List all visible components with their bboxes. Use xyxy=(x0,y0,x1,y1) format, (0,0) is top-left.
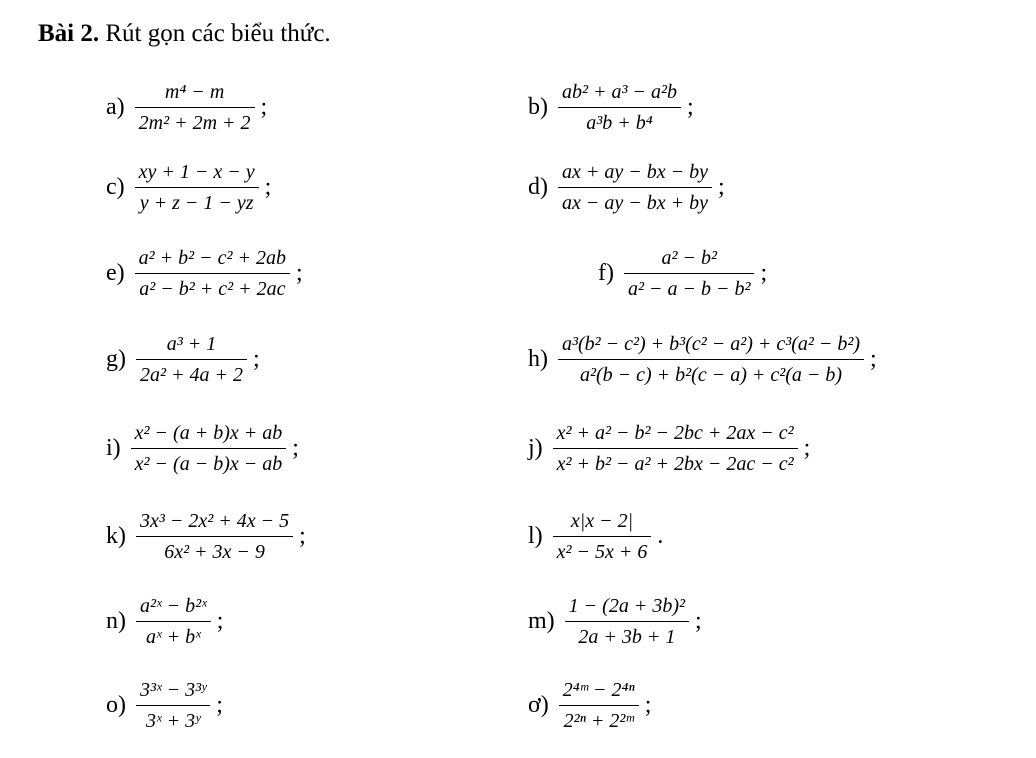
denominator: 2a² + 4a + 2 xyxy=(140,364,243,386)
fraction-bar xyxy=(558,359,864,360)
expression-k xyxy=(106,509,306,564)
fraction-bar xyxy=(553,448,798,449)
item-label: ơ) xyxy=(528,692,549,718)
fraction xyxy=(559,678,639,733)
item-label: o) xyxy=(106,692,126,718)
fraction-bar xyxy=(565,621,689,622)
item-label: j) xyxy=(528,435,543,461)
fraction-bar xyxy=(131,448,287,449)
fraction xyxy=(558,332,864,387)
fraction-bar xyxy=(558,107,681,108)
fraction xyxy=(135,80,255,135)
fraction-bar xyxy=(135,273,290,274)
numerator: 1 − (2a + 3b)² xyxy=(568,595,685,617)
item-label: e) xyxy=(106,260,125,286)
item-label: d) xyxy=(528,174,548,200)
fraction-bar xyxy=(136,536,293,537)
expression-d xyxy=(528,160,725,215)
fraction-bar xyxy=(558,187,712,188)
item-label: i) xyxy=(106,435,121,461)
fraction xyxy=(553,509,652,564)
fraction xyxy=(135,246,290,301)
denominator: a² − b² + c² + 2ac xyxy=(139,278,286,300)
fraction-bar xyxy=(624,273,754,274)
numerator: x|x − 2| xyxy=(570,510,634,532)
punctuation: ; xyxy=(686,94,694,120)
numerator: x² − (a + b)x + ab xyxy=(134,422,283,444)
item-label: a) xyxy=(106,94,125,120)
fraction xyxy=(558,160,712,215)
numerator: m⁴ − m xyxy=(164,81,225,103)
punctuation: ; xyxy=(296,260,303,286)
fraction xyxy=(136,678,210,733)
fraction-bar xyxy=(553,536,652,537)
item-label: n) xyxy=(106,608,126,634)
numerator: 2⁴ᵐ − 2⁴ⁿ xyxy=(562,679,635,701)
fraction xyxy=(553,421,798,476)
denominator: a³b + b⁴ xyxy=(586,112,653,134)
exercise-number: Bài 2. xyxy=(38,20,100,47)
expression-c xyxy=(106,160,271,215)
numerator: 3³ˣ − 3³ʸ xyxy=(140,679,207,701)
exercise-title xyxy=(38,18,331,50)
fraction xyxy=(565,594,689,649)
denominator: 2m² + 2m + 2 xyxy=(138,112,251,134)
fraction-bar xyxy=(136,705,210,706)
expression-a xyxy=(106,80,267,135)
denominator: 2a + 3b + 1 xyxy=(578,626,676,648)
expression-i xyxy=(106,421,299,476)
numerator: a² − b² xyxy=(661,247,717,269)
punctuation: ; xyxy=(644,692,652,718)
fraction xyxy=(624,246,754,301)
fraction xyxy=(136,594,211,649)
fraction xyxy=(131,421,287,476)
fraction xyxy=(135,160,259,215)
fraction xyxy=(136,332,247,387)
item-label: m) xyxy=(528,608,555,634)
denominator: y + z − 1 − yz xyxy=(139,192,254,214)
expression-e xyxy=(106,246,303,301)
punctuation: ; xyxy=(803,435,811,461)
punctuation: ; xyxy=(299,523,306,549)
expression-n xyxy=(106,594,223,649)
numerator: a² + b² − c² + 2ab xyxy=(138,247,287,269)
denominator: x² − (a − b)x − ab xyxy=(134,453,283,475)
item-label: h) xyxy=(528,346,548,372)
punctuation: ; xyxy=(292,435,299,461)
punctuation: ; xyxy=(253,346,260,372)
item-label: c) xyxy=(106,174,125,200)
denominator: 3ˣ + 3ʸ xyxy=(145,710,201,732)
punctuation: ; xyxy=(718,174,725,200)
expression-j xyxy=(528,421,810,476)
numerator: ab² + a³ − a²b xyxy=(562,81,677,103)
punctuation: ; xyxy=(694,608,702,634)
punctuation: ; xyxy=(870,346,877,372)
denominator: 6x² + 3x − 9 xyxy=(164,541,265,563)
denominator: x² − 5x + 6 xyxy=(556,541,648,563)
expression-b xyxy=(528,80,694,135)
numerator: 3x³ − 2x² + 4x − 5 xyxy=(140,510,290,532)
denominator: x² + b² − a² + 2bx − 2ac − c² xyxy=(556,453,794,475)
fraction-bar xyxy=(136,359,247,360)
punctuation: ; xyxy=(264,174,272,200)
denominator: a²(b − c) + b²(c − a) + c²(a − b) xyxy=(579,364,843,386)
exercise-instruction: Rút gọn các biểu thức. xyxy=(99,20,331,47)
expression-f xyxy=(598,246,767,301)
denominator: a² − a − b − b² xyxy=(627,278,751,300)
fraction-bar xyxy=(135,107,255,108)
punctuation: ; xyxy=(260,94,268,120)
numerator: a²ˣ − b²ˣ xyxy=(140,595,207,617)
fraction-bar xyxy=(135,187,259,188)
expression-o xyxy=(106,678,223,733)
denominator: 2²ⁿ + 2²ᵐ xyxy=(563,710,634,732)
fraction xyxy=(136,509,293,564)
fraction-bar xyxy=(559,705,639,706)
fraction xyxy=(558,80,681,135)
fraction-bar xyxy=(136,621,211,622)
item-label: l) xyxy=(528,523,543,549)
expression-h xyxy=(528,332,877,387)
numerator: a³(b² − c²) + b³(c² − a²) + c³(a² − b²) xyxy=(562,333,861,355)
numerator: xy + 1 − x − y xyxy=(138,161,255,183)
item-label: b) xyxy=(528,94,548,120)
item-label: k) xyxy=(106,523,126,549)
punctuation: . xyxy=(657,523,664,549)
punctuation: ; xyxy=(760,260,768,286)
denominator: ax − ay − bx + by xyxy=(562,192,708,214)
punctuation: ; xyxy=(216,608,224,634)
item-label: g) xyxy=(106,346,126,372)
expression-m xyxy=(528,594,702,649)
numerator: ax + ay − bx − by xyxy=(562,161,708,183)
expression-l xyxy=(528,509,663,564)
numerator: a³ + 1 xyxy=(166,333,217,355)
denominator: aˣ + bˣ xyxy=(145,626,201,648)
numerator: x² + a² − b² − 2bc + 2ax − c² xyxy=(556,422,794,444)
expression-g xyxy=(106,332,260,387)
punctuation: ; xyxy=(216,692,223,718)
item-label: f) xyxy=(598,260,614,286)
expression-o-horn xyxy=(528,678,651,733)
